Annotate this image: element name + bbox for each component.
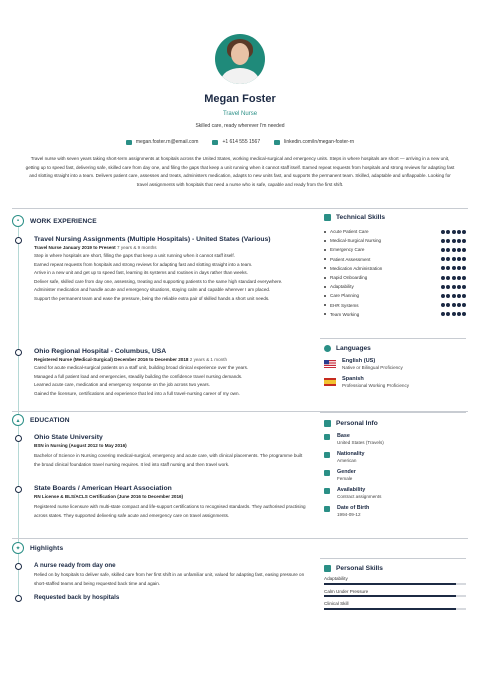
skill-name: Rapid Onboarding bbox=[330, 275, 368, 281]
contact-phone[interactable]: +1 614 555 1567 bbox=[212, 139, 260, 145]
timeline-dot bbox=[15, 349, 22, 356]
email-icon bbox=[126, 140, 132, 145]
technical-skills-list bbox=[324, 227, 466, 319]
divider bbox=[320, 338, 466, 339]
globe-icon bbox=[324, 345, 331, 352]
technical-skill-row bbox=[324, 282, 466, 291]
summary: Travel nurse with seven years taking short-term assignments at hospitals across the United States, working medical-surgical and emergency units. Steps in where hospitals are short — arriving in a new unit, getting up to speed fast, delivering safe, skilled care from day one, and filing the gaps that keep a unit running when it cannot staff itself. Earned repeat requests from hospitals and strong reviews for adapting fast and slotting straight into a team. Delivers patient care, assesses and treats, administers medication, adapts to new units fast, and supports the permanent team. Skilled, adaptable and unflappable. Looking for travel assignments with hospitals that need a nurse who is safe, capable and ready from the first shift. bbox=[25, 156, 455, 187]
info-icon bbox=[324, 506, 330, 512]
timeline-dot bbox=[15, 435, 22, 442]
skill-name: Care Planning bbox=[330, 293, 360, 299]
info-icon bbox=[324, 452, 330, 458]
language-item: English (US) Native or Bilingual Proficiency bbox=[324, 358, 466, 370]
education-entry-1 bbox=[34, 434, 306, 469]
contact-linkedin[interactable]: linkedin.com/in/megan-foster-rn bbox=[274, 139, 354, 145]
job-subtitle: Registered Nurse (Medical-Surgical) December 2016 to December 2018 2 years & 1 month bbox=[34, 357, 228, 362]
personal-skill-item: Calm Under Pressure bbox=[324, 589, 466, 598]
job-description: Cared for acute medical-surgical patients on a staff unit, building broad clinical experience over the years. Managed a full patient load and emergencies, steadily building the confidence travel nursing demands. Learned acute care, medication and emergency response on the job across two years. Gained the licensure, certifications and experience that led into a full travel-nursing career of my own. bbox=[34, 365, 249, 396]
personal-info-panel: Personal Info Base United States (Travels) Nationality American Gender Female Availability Contract assignments Date of Birth 1994-09-12 bbox=[324, 420, 466, 517]
skill-level-dots bbox=[441, 230, 466, 234]
skill-bar bbox=[324, 608, 466, 610]
skill-name: EHR Systems bbox=[330, 302, 359, 308]
education-entry-2 bbox=[34, 485, 306, 520]
spain-flag-icon bbox=[324, 378, 336, 386]
highlight-title: A nurse ready from day one bbox=[34, 562, 116, 569]
skill-level-dots bbox=[441, 312, 466, 316]
language-item: Spanish Professional Working Proficiency bbox=[324, 376, 466, 388]
skill-name: Team Working bbox=[330, 311, 360, 317]
technical-skill-row bbox=[324, 301, 466, 310]
personal-info-item: Nationality American bbox=[324, 451, 466, 463]
tools-icon bbox=[324, 214, 331, 221]
personal-info-item: Availability Contract assignments bbox=[324, 487, 466, 499]
tagline: Skilled care, ready wherever I'm needed bbox=[195, 123, 285, 129]
skill-level-dots bbox=[441, 248, 466, 252]
education-section-header: ▴ EDUCATION bbox=[12, 414, 70, 426]
technical-skill-row bbox=[324, 264, 466, 273]
technical-skill-row bbox=[324, 227, 466, 236]
profile-photo bbox=[215, 34, 265, 84]
highlight-title: Requested back by hospitals bbox=[34, 594, 120, 601]
highlight-2 bbox=[34, 594, 306, 601]
highlights-section-header: ✦ Highlights bbox=[12, 542, 63, 554]
education-description: Registered nurse licensure with multi-state compact and life-support certifications to recognised standards. They authorised practising across states. They supported delivering safe acute and emergency care on travel assignments. bbox=[34, 504, 306, 518]
technical-skill-row bbox=[324, 236, 466, 245]
technical-skill-row bbox=[324, 245, 466, 254]
skill-level-dots bbox=[441, 266, 466, 270]
candidate-role: Travel Nurse bbox=[222, 111, 258, 117]
info-icon bbox=[324, 488, 330, 494]
skill-name: Emergency Care bbox=[330, 247, 365, 253]
linkedin-icon bbox=[274, 140, 280, 145]
personal-info-item: Base United States (Travels) bbox=[324, 433, 466, 445]
education-description: Bachelor of Science in Nursing covering medical-surgical, emergency and acute care, with clinical placements. The programme built the broad clinical foundation travel nursing requires. It led into staff nursing and then travel work. bbox=[34, 453, 303, 467]
degree: BSN in Nursing (August 2012 to May 2016) bbox=[34, 443, 127, 448]
skill-level-dots bbox=[441, 294, 466, 298]
personal-skill-item: Adaptability bbox=[324, 576, 466, 585]
candidate-name: Megan Foster bbox=[204, 93, 276, 105]
contact-bar bbox=[0, 139, 480, 145]
info-icon bbox=[324, 470, 330, 476]
degree: RN License & BLS/ACLS Certification (June 2016 to December 2016) bbox=[34, 494, 184, 499]
technical-skill-row bbox=[324, 291, 466, 300]
skill-name: Acute Patient Care bbox=[330, 229, 369, 235]
personal-skills-panel: Personal Skills Adaptability Calm Under Pressure Clinical Skill bbox=[324, 565, 466, 610]
skill-name: Patient Assessment bbox=[330, 256, 371, 262]
work-section-header: ▪ WORK EXPERIENCE bbox=[12, 215, 97, 227]
technical-skill-row bbox=[324, 273, 466, 282]
job-title: Ohio Regional Hospital - Columbus, USA bbox=[34, 348, 167, 355]
timeline-dot bbox=[15, 563, 22, 570]
info-icon bbox=[324, 434, 330, 440]
job-subtitle: Travel Nurse January 2019 to Present 7 years & 9 months bbox=[34, 245, 157, 250]
highlight-text: Relied on by hospitals to deliver safe, skilled care from her first shift in an unfamiliar unit, valued for adapting fast, easing pressure on short-staffed teams and being requested back time and again. bbox=[34, 572, 305, 586]
us-flag-icon bbox=[324, 360, 336, 368]
skill-level-dots bbox=[441, 276, 466, 280]
school-name: State Boards / American Heart Association bbox=[34, 485, 172, 492]
personal-info-item: Date of Birth 1994-09-12 bbox=[324, 505, 466, 517]
phone-icon bbox=[212, 140, 218, 145]
skill-level-dots bbox=[441, 303, 466, 307]
skill-level-dots bbox=[441, 257, 466, 261]
technical-skills-panel: Technical Skills Acute Patient Care Medical-Surgical Nursing Emergency Care Patient Assessment Medication Administration Rapid Onboarding Adaptability Care Planning EHR Systems Team Working bbox=[324, 214, 466, 319]
timeline-dot bbox=[15, 486, 22, 493]
work-entry-2 bbox=[34, 348, 306, 398]
skill-name: Medication Administration bbox=[330, 265, 383, 271]
timeline-dot bbox=[15, 595, 22, 602]
divider bbox=[12, 208, 468, 209]
personal-skills-list bbox=[324, 576, 466, 610]
personal-info-list bbox=[324, 433, 466, 517]
skill-bar bbox=[324, 583, 466, 585]
id-card-icon bbox=[324, 420, 331, 427]
briefcase-icon: ▪ bbox=[12, 215, 24, 227]
school-name: Ohio State University bbox=[34, 434, 103, 441]
skill-bar bbox=[324, 595, 466, 597]
graduation-cap-icon: ▴ bbox=[12, 414, 24, 426]
languages-panel: Languages English (US) Native or Bilingual Proficiency Spanish Professional Working Proficiency bbox=[324, 345, 466, 388]
star-icon: ✦ bbox=[12, 542, 24, 554]
skill-name: Adaptability bbox=[330, 284, 354, 290]
skill-level-dots bbox=[441, 285, 466, 289]
technical-skill-row bbox=[324, 255, 466, 264]
personal-info-item: Gender Female bbox=[324, 469, 466, 481]
divider bbox=[12, 538, 468, 539]
skill-name: Medical-Surgical Nursing bbox=[330, 238, 382, 244]
highlight-1 bbox=[34, 562, 306, 588]
timeline-dot bbox=[15, 237, 22, 244]
job-description: Step in where hospitals are short, filling the gaps that keep a unit running when it cannot staff itself. Earned repeat requests from hospitals and strong reviews for adapting fast and slotting straight into a team. Arrive in a new unit and get up to speed fast, learning its systems and routines in days rather than weeks. Deliver safe, skilled care from day one, assessing, treating and supporting patients to the same high standard everywhere. Administer medication and handle acute and emergency situations, staying calm and capable wherever I am placed. Support the permanent team and ease the pressure, being the reliable extra pair of skilled hands a short unit needs. bbox=[34, 253, 283, 301]
skill-level-dots bbox=[441, 239, 466, 243]
divider bbox=[320, 558, 466, 559]
work-entry-1 bbox=[34, 236, 306, 304]
technical-skill-row bbox=[324, 310, 466, 319]
contact-email[interactable]: megan.foster.rn@email.com bbox=[126, 139, 199, 145]
personal-skill-item: Clinical Skill bbox=[324, 601, 466, 610]
divider bbox=[320, 412, 466, 413]
users-icon bbox=[324, 565, 331, 572]
job-title: Travel Nursing Assignments (Multiple Hospitals) - United States (Various) bbox=[34, 236, 271, 243]
